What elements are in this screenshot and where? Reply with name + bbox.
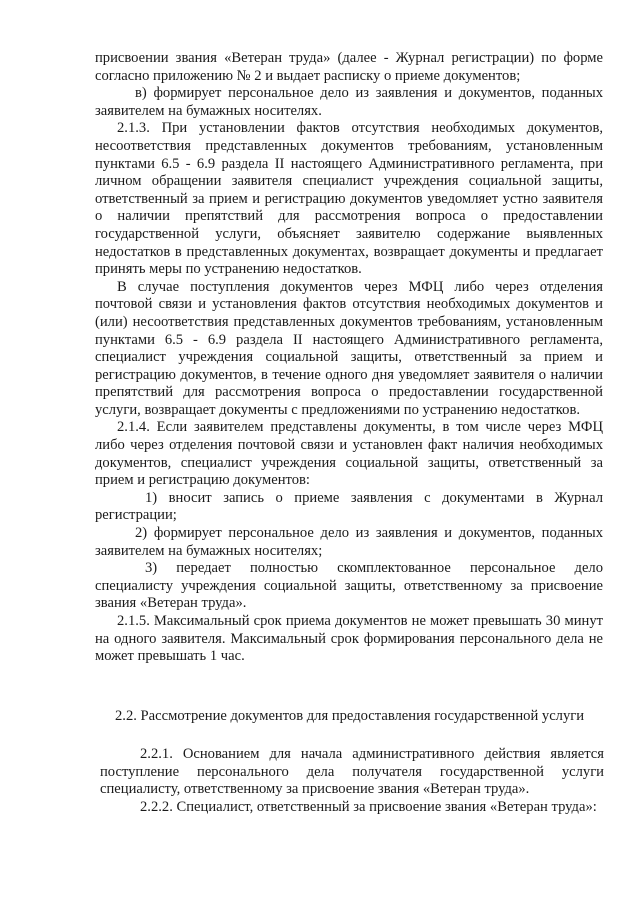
paragraph-registration-journal: присвоении звания «Ветеран труда» (далее - Журнал регистрации) по форме согласно приложению № 2 и выдает расписку о приеме документов;	[95, 50, 603, 84]
paragraph-mfc-case: В случае поступления документов через МФЦ либо через отделения почтовой связи и установления фактов отсутствия необходимых документов и (или) несоответствия представленных документов требованиям, установленным пунктами 6.5 - 6.9 раздела II настоящего Административного регламента, специалист учреждения социальной защиты, ответственный за прием и регистрацию документов, в течение одного дня уведомляет заявителя о наличии препятствий для рассмотрения вопроса о предоставлении государственной услуги, возвращает документы с предложениями по устранению недостатков.	[95, 278, 603, 418]
paragraph-2-2-2: 2.2.2. Специалист, ответственный за присвоение звания «Ветеран труда»:	[140, 798, 597, 815]
paragraph-2-1-3: 2.1.3. При установлении фактов отсутствия необходимых документов, несоответствия представленных документов требованиям, установленным пунктами 6.5 - 6.9 раздела II настоящего Административного регламента, при личном обращении заявителя специалист учреждения социальной защиты, ответственный за прием и регистрацию документов уведомляет устно заявителя о наличии препятствий для рассмотрения вопроса о предоставлении государственной услуги, объясняет заявителю содержание выявленных недостатков в представленных документах, возвращает документы и предлагает принять меры по устранению недостатков.	[95, 120, 603, 278]
section-title: 2.2. Рассмотрение документов для предоставления государственной услуги	[115, 708, 585, 724]
paragraph-item-1: 1) вносит запись о приеме заявления с документами в Журнал регистрации;	[95, 489, 603, 524]
paragraph-2-2-1: 2.2.1. Основанием для начала административного действия является поступление персонального дела получателя государственной услуги специалисту, ответственному за присвоение звания «Ветеран труда».	[100, 746, 604, 798]
paragraph-item-v: в) формирует персональное дело из заявления и документов, поданных заявителем на бумажных носителях.	[95, 85, 603, 119]
document-body	[95, 50, 603, 666]
paragraph-2-1-4: 2.1.4. Если заявителем представлены документы, в том числе через МФЦ либо через отделения почтовой связи и установлен факт наличия необходимых документов, специалист учреждения социальной защиты, ответственный за прием и регистрацию документов:	[95, 419, 603, 489]
paragraph-2-1-5: 2.1.5. Максимальный срок приема документов не может превышать 30 минут на одного заявителя. Максимальный срок формирования персонального дела не может превышать 1 час.	[95, 613, 603, 665]
paragraph-item-3: 3) передает полностью скомплектованное персональное дело специалисту учреждения социальной защиты, ответственному за присвоение звания «Ветеран труда».	[95, 560, 603, 612]
paragraph-item-2: 2) формирует персональное дело из заявления и документов, поданных заявителем на бумажных носителях;	[95, 525, 603, 559]
section-body	[100, 746, 604, 816]
